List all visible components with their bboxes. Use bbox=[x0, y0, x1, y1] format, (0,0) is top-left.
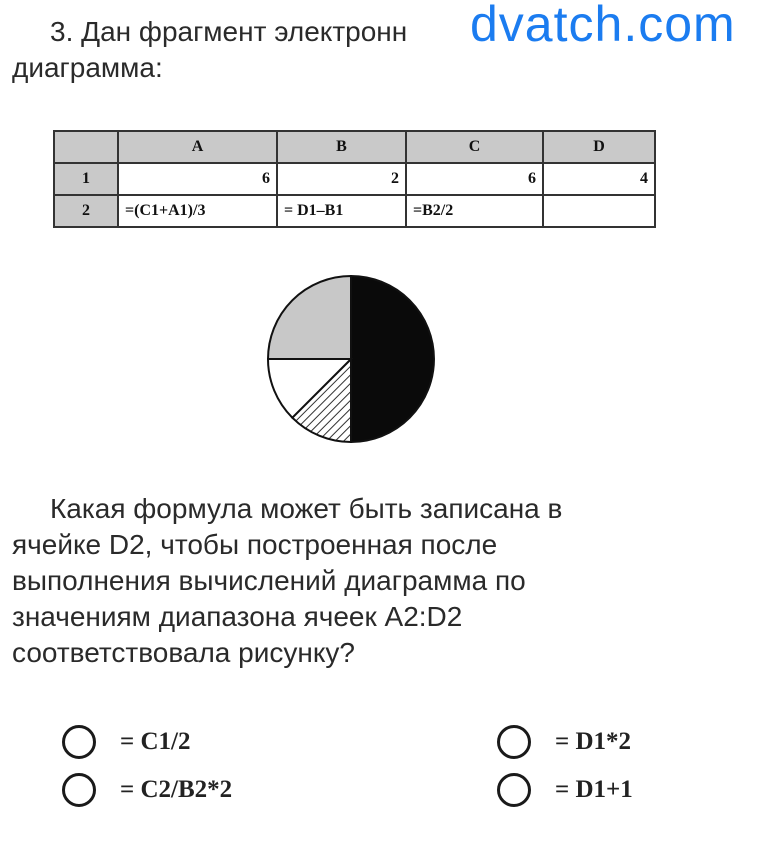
cell-a2: =(C1+A1)/3 bbox=[118, 195, 277, 227]
radio-circle-icon[interactable] bbox=[497, 725, 531, 759]
row-header-2: 2 bbox=[54, 195, 118, 227]
cell-b1: 2 bbox=[277, 163, 406, 195]
table-row bbox=[54, 163, 655, 195]
answer-option-1[interactable] bbox=[62, 722, 191, 762]
question-line: значениям диапазона ячеек A2:D2 bbox=[12, 601, 463, 632]
answer-option-2[interactable] bbox=[497, 722, 631, 762]
question-text bbox=[12, 491, 685, 671]
table-row bbox=[54, 195, 655, 227]
option-label: = C2/B2*2 bbox=[120, 776, 233, 803]
cell-d2 bbox=[543, 195, 655, 227]
question-line: Какая формула может быть записана в bbox=[50, 493, 563, 524]
pie-slice-4 bbox=[268, 276, 351, 359]
row-header-1: 1 bbox=[54, 163, 118, 195]
radio-circle-icon[interactable] bbox=[62, 725, 96, 759]
header-row bbox=[54, 131, 655, 163]
question-line: выполнения вычислений диаграмма по bbox=[12, 565, 526, 596]
column-header-a: A bbox=[118, 131, 277, 163]
column-header-d: D bbox=[543, 131, 655, 163]
cell-a1: 6 bbox=[118, 163, 277, 195]
cell-b2: = D1–B1 bbox=[277, 195, 406, 227]
column-header-b: B bbox=[277, 131, 406, 163]
option-label: = D1*2 bbox=[555, 728, 632, 755]
answer-option-3[interactable] bbox=[62, 770, 232, 810]
cell-c1: 6 bbox=[406, 163, 543, 195]
radio-circle-icon[interactable] bbox=[497, 773, 531, 807]
answer-option-4[interactable] bbox=[497, 770, 633, 810]
pie-slice-1 bbox=[351, 276, 434, 442]
column-header-c: C bbox=[406, 131, 543, 163]
cell-c2: =B2/2 bbox=[406, 195, 543, 227]
pie-chart bbox=[265, 273, 437, 445]
option-label: = C1/2 bbox=[120, 728, 191, 755]
spreadsheet-fragment bbox=[53, 130, 656, 228]
watermark-logo: dvatch.com bbox=[470, 0, 736, 52]
option-label: = D1+1 bbox=[555, 776, 633, 803]
question-line: ячейке D2, чтобы построенная после bbox=[12, 529, 498, 560]
cell-d1: 4 bbox=[543, 163, 655, 195]
question-line: соответствовала рисунку? bbox=[12, 637, 355, 668]
intro-line-1: 3. Дан фрагмент электронн bbox=[50, 16, 408, 47]
corner-cell bbox=[54, 131, 118, 163]
intro-line-2: диаграмма: bbox=[12, 52, 163, 83]
radio-circle-icon[interactable] bbox=[62, 773, 96, 807]
